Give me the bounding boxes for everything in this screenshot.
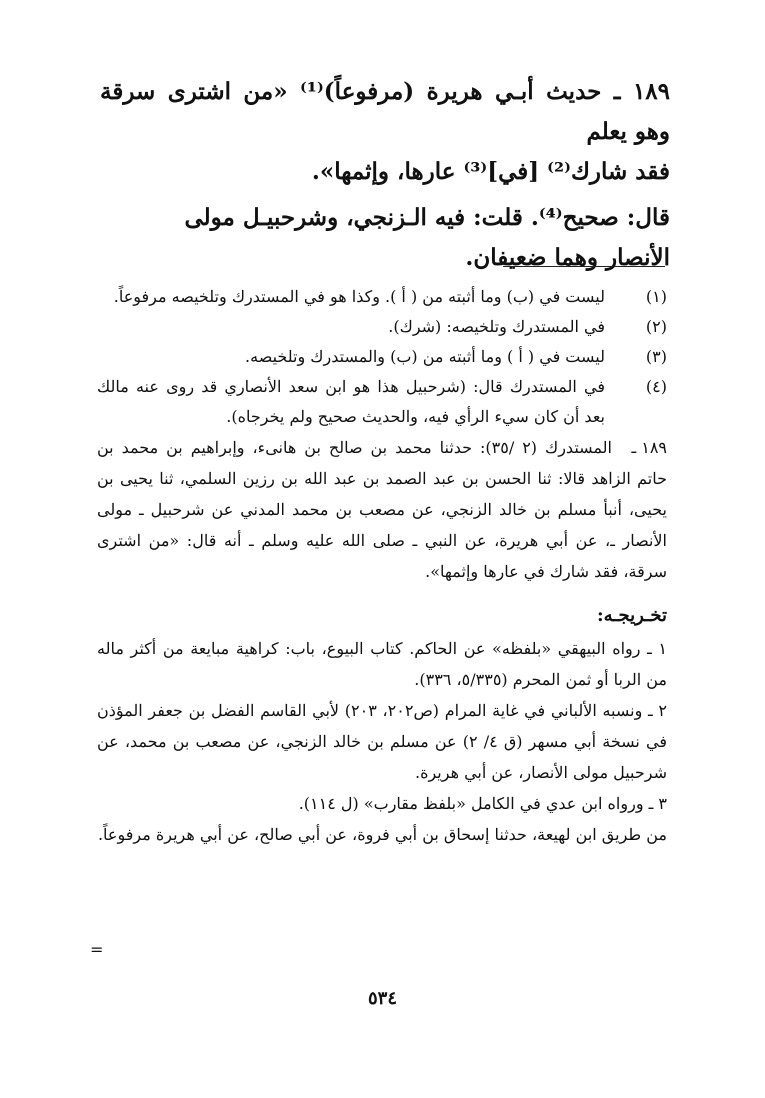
page-number: ٥٣٤ (367, 988, 397, 1009)
hadith-text-line2: فقد شارك⁽²⁾ [في]⁽³⁾ عارها، وإثمها». (311, 158, 670, 185)
hadith-comment-line1: قال: صحيح⁽⁴⁾. قلت: فيه الـزنجي، وشرحبيـل مولى (184, 204, 670, 231)
hadith-number: ١٨٩ ـ (613, 78, 670, 105)
hadith-text (100, 72, 670, 192)
takhrij-item: ٢ ـ ونسبه الألباني في غاية المرام (ص٢٠٢، ٢٠٣) لأبي القاسم الفضل بن جعفر المؤذن في نسخة أبي مسهر (ق ٤/ ٢) عن مسلم بن خالد الزنجي، عن مصعب بن محمد، عن شرحبيل مولى الأنصار، عن أبي هريرة. (97, 701, 668, 782)
margin-mark: = (90, 940, 104, 959)
footnote-text: في المستدرك وتلخيصه: (شرك). (388, 317, 605, 336)
footnote-text: ليست في ( أ ) وما أثبته من (ب) والمستدرك وتلخيصه. (245, 347, 605, 366)
hadith-comment-line2: الأنصار وهما ضعيفان. (465, 244, 670, 271)
footnote-separator (503, 266, 665, 267)
footnote-text: ليست في (ب) وما أثبته من ( أ ). وكذا هو في المستدرك وتلخيصه مرفوعاً. (113, 287, 605, 306)
footnote-number: (٤) (645, 377, 667, 396)
footnotes-section (97, 282, 667, 850)
takhrij-item: ٣ ـ ورواه ابن عدي في الكامل «بلفظ مقارب» (ل ١١٤). (298, 794, 667, 813)
footnote (97, 342, 667, 372)
hadith-source-detail (97, 432, 667, 587)
footnote (97, 372, 667, 432)
hadith-block (100, 72, 670, 278)
detail-text: المستدرك (٢ /٣٥): حدثنا محمد بن صالح بن هانىء، وإبراهيم بن محمد بن حاتم الزاهد قالا: ثنا الحسن بن عبد الصمد بن عبد الله بن رزين السلمي، ثنا يحيى بن يحيى، أنبأ مسلم بن خالد الزنجي، عن مصعب بن محمد المدني عن شرحبيل ـ مولى الأنصار ـ، عن أبي هريرة، عن النبي ـ صلى الله عليه وسلم ـ أنه قال: «من اشترى سرقة، فقد شارك في عارها وإثمها». (97, 438, 668, 581)
footnote-number: (٣) (645, 347, 667, 366)
hadith-text-line1: حديث أبـي هريرة (مرفوعاً)⁽¹⁾ «من اشترى سرقة وهو يعلم (100, 78, 670, 145)
takhrij-heading: تخـريجـه: (596, 605, 667, 626)
takhrij-item: ١ ـ رواه البيهقي «بلفظه» عن الحاكم. كتاب البيوع، باب: كراهية مبايعة من أكثر ماله من الربا أو ثمن المحرم (٥/٣٣٥، ٣٣٦). (97, 639, 668, 689)
footnote (97, 312, 667, 342)
footnote (97, 282, 667, 312)
footnote-text: في المستدرك قال: (شرحبيل هذا هو ابن سعد الأنصاري قد روى عنه مالك بعد أن كان سيء الرأي فيه، والحديث صحيح ولم يخرجاه). (97, 377, 605, 426)
footnote-number: (١) (645, 287, 667, 306)
footnote-number: (٢) (645, 317, 667, 336)
detail-number: ١٨٩ ـ (631, 438, 667, 457)
takhrij-item: من طريق ابن لهيعة، حدثنا إسحاق بن أبي فروة، عن أبي صالح، عن أبي هريرة مرفوعاً. (97, 825, 667, 844)
